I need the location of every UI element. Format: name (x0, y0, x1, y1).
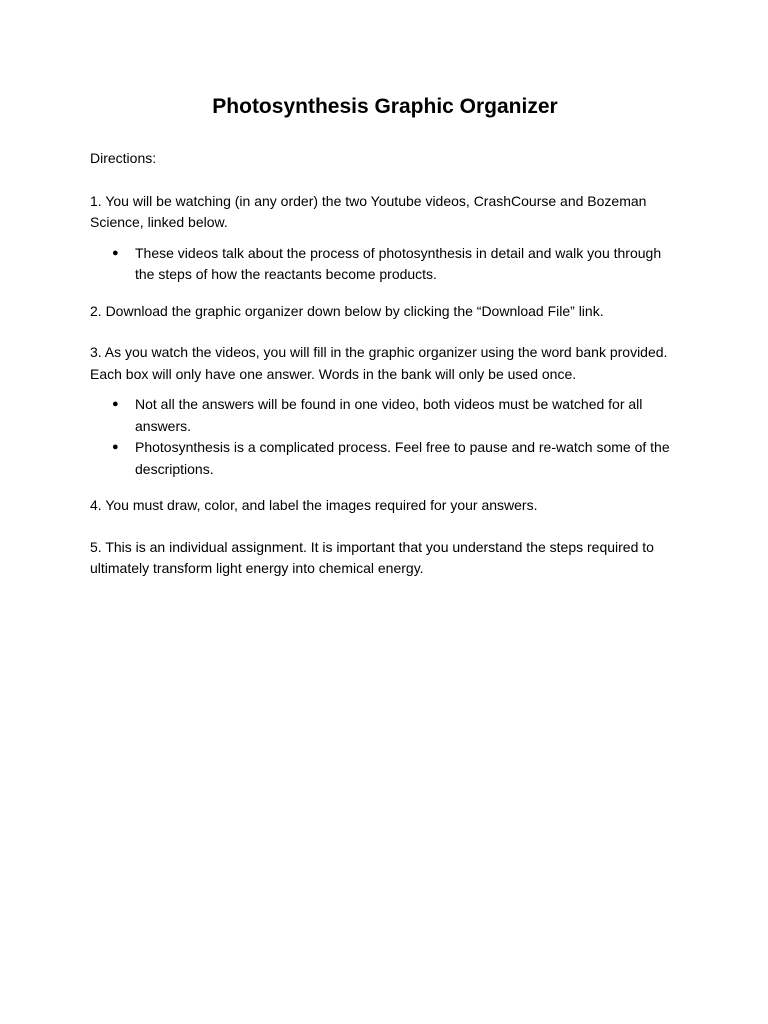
bullet-text: Photosynthesis is a complicated process. Feel free to pause and re-watch some of the descriptions. (135, 439, 670, 477)
bullet-dot-icon: ● (112, 246, 119, 259)
document-body (90, 92, 680, 580)
bullet-text: These videos talk about the process of photosynthesis in detail and walk you through the steps of how the reactants become products. (135, 244, 662, 282)
step-3-text: 3. As you watch the videos, you will fill in the graphic organizer using the word bank provided. Each box will only have one answer. Words in the bank will only be used once. (90, 344, 668, 382)
step-5-text: 5. This is an individual assignment. It is important that you understand the steps required to ultimately transform light energy into chemical energy. (90, 538, 654, 576)
bullet-dot-icon: ● (112, 398, 119, 410)
bullet-dot-icon: ● (112, 441, 119, 453)
step-3-bullet-list (90, 394, 680, 480)
page-title: Photosynthesis Graphic Organizer (212, 95, 558, 118)
step-2-text: 2. Download the graphic organizer down below by clicking the “Download File” link. (90, 302, 604, 319)
step-1-text: 1. You will be watching (in any order) the two Youtube videos, CrashCourse and Bozeman Science, linked below. (90, 192, 647, 230)
step-3-bullet-item (90, 394, 680, 437)
step-1-bullet-list (90, 243, 680, 286)
directions-label: Directions: (90, 150, 157, 166)
step-4-text: 4. You must draw, color, and label the images required for your answers. (90, 497, 538, 513)
step-3-bullet-item (90, 437, 680, 480)
bullet-text: Not all the answers will be found in one video, both videos must be watched for all answers. (135, 396, 643, 434)
step-1-bullet-item (90, 243, 680, 286)
